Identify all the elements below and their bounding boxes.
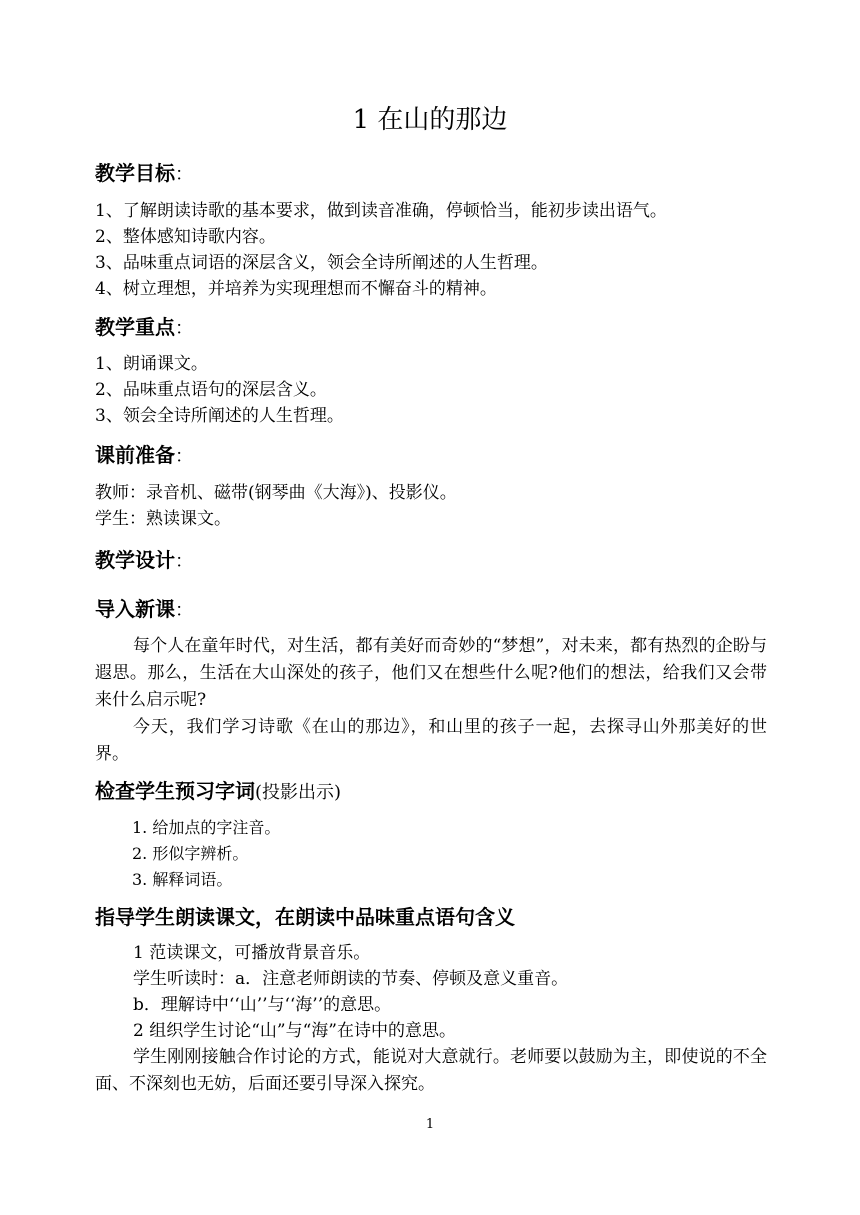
guide-paragraph: 学生刚刚接触合作讨论的方式，能说对大意就行。老师要以鼓励为主，即使说的不全面、不深刻也无妨，后面还要引导深入探究。	[95, 1047, 767, 1094]
key-point-item: 2、品味重点语句的深层含义。	[95, 380, 327, 400]
objectives-heading	[95, 158, 193, 190]
guide-lines	[133, 940, 568, 1044]
key-points-heading	[95, 312, 193, 344]
objective-item: 1、了解朗读诗歌的基本要求，做到读音准确，停顿恰当，能初步读出语气。	[95, 201, 667, 221]
preview-item: 2. 形似字辨析。	[132, 844, 249, 863]
document-title: 1 在山的那边	[352, 105, 508, 135]
guide-line: 1 范读课文，可播放背景音乐。	[133, 943, 371, 963]
guide-line: 学生听读时：a．注意老师朗读的节奏、停顿及意义重音。	[133, 969, 569, 989]
preparation-heading-colon: ：	[175, 446, 193, 467]
preparation-list	[95, 480, 775, 532]
preparation-item: 教师：录音机、磁带(钢琴曲《大海》)、投影仪。	[95, 483, 457, 503]
objectives-heading-text: 教学目标	[95, 161, 175, 185]
preview-heading	[95, 776, 341, 808]
key-point-item: 1、朗诵课文。	[95, 354, 208, 374]
objective-item: 4、树立理想，并培养为实现理想而不懈奋斗的精神。	[95, 279, 497, 299]
guide-line: b．理解诗中‘‘山’’与‘‘海’’的意思。	[133, 995, 392, 1015]
key-points-heading-colon: ：	[175, 318, 193, 339]
objectives-list	[95, 198, 775, 302]
guide-line: 2 组织学生讨论“山”与“海”在诗中的意思。	[133, 1021, 456, 1041]
intro-paragraph: 今天，我们学习诗歌《在山的那边》，和山里的孩子一起，去探寻山外那美好的世界。	[95, 717, 767, 764]
objective-item: 3、品味重点词语的深层含义，领会全诗所阐述的人生哲理。	[95, 253, 548, 273]
design-heading-text: 教学设计	[95, 548, 175, 572]
intro-paragraph: 每个人在童年时代，对生活，都有美好而奇妙的“梦想”，对未来，都有热烈的企盼与遐思。那么，生活在大山深处的孩子，他们又在想些什么呢?他们的想法，给我们又会带来什么启示呢?	[95, 636, 767, 710]
preview-heading-note: (投影出示)	[255, 782, 342, 803]
preview-heading-text: 检查学生预习字词	[95, 779, 255, 803]
objective-item: 2、整体感知诗歌内容。	[95, 227, 276, 247]
design-heading	[95, 545, 193, 577]
key-points-heading-text: 教学重点	[95, 315, 175, 339]
intro-heading-text: 导入新课	[95, 597, 175, 621]
page-number: 1	[425, 1117, 435, 1132]
key-points-list	[95, 351, 775, 429]
preparation-heading	[95, 440, 193, 472]
preview-item: 3. 解释词语。	[132, 870, 233, 889]
preparation-item: 学生：熟读课文。	[95, 509, 231, 529]
guide-heading: 指导学生朗读课文，在朗读中品味重点语句含义	[95, 905, 515, 929]
intro-heading	[95, 594, 193, 626]
preparation-heading-text: 课前准备	[95, 443, 175, 467]
preview-item: 1. 给加点的字注音。	[132, 818, 281, 837]
design-heading-colon: ：	[175, 551, 193, 572]
intro-heading-colon: ：	[175, 600, 193, 621]
objectives-heading-colon: ：	[175, 164, 193, 185]
key-point-item: 3、领会全诗所阐述的人生哲理。	[95, 406, 344, 426]
preview-list	[132, 815, 280, 893]
